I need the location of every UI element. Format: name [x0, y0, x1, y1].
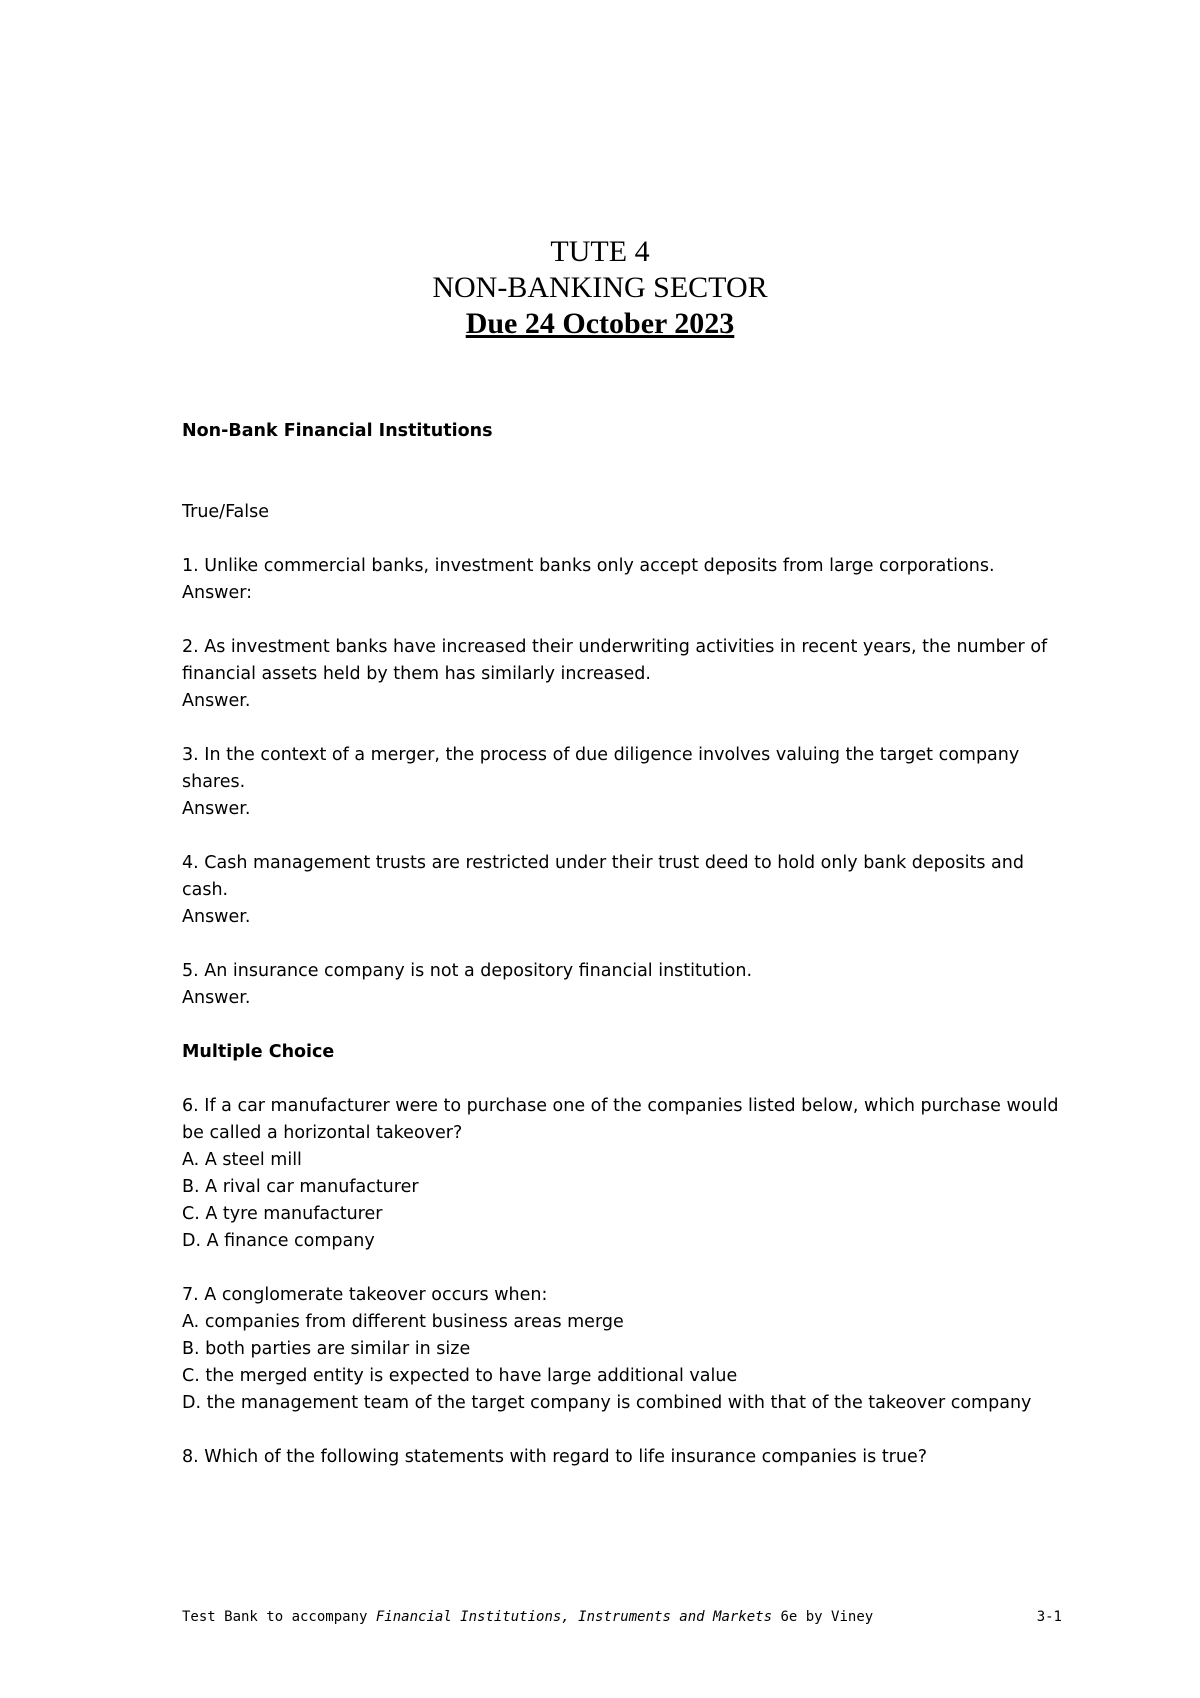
question-8	[182, 1444, 1062, 1471]
question-6	[182, 1093, 1062, 1255]
page-number: 3-1	[1036, 1609, 1062, 1625]
due-date: Due 24 October 2023	[465, 307, 735, 340]
option-d	[182, 1228, 1062, 1255]
question-text: An insurance company is not a depository financial institution.	[204, 961, 753, 981]
question-number: 4.	[182, 853, 199, 873]
option-b	[182, 1174, 1062, 1201]
multiple-choice-label: Multiple Choice	[182, 1042, 335, 1062]
option-letter: B.	[182, 1177, 200, 1197]
section-heading: Non-Bank Financial Institutions	[182, 421, 493, 441]
option-text: the merged entity is expected to have large additional value	[205, 1366, 738, 1386]
answer-label: Answer.	[182, 988, 251, 1008]
answer-label: Answer.	[182, 691, 251, 711]
option-letter: B.	[182, 1339, 200, 1359]
question-5	[182, 958, 1062, 1012]
option-text: companies from different business areas merge	[204, 1312, 624, 1332]
question-text: Unlike commercial banks, investment banks only accept deposits from large corporations.	[204, 556, 995, 576]
option-b	[182, 1336, 1062, 1363]
footer-prefix: Test Bank to accompany	[182, 1609, 376, 1625]
question-number: 1.	[182, 556, 199, 576]
option-letter: A.	[182, 1150, 200, 1170]
footer-citation	[182, 1608, 873, 1626]
option-text: A finance company	[206, 1231, 375, 1251]
question-number: 3.	[182, 745, 199, 765]
question-7	[182, 1282, 1062, 1417]
question-number: 6.	[182, 1096, 199, 1116]
answer-label: Answer:	[182, 583, 253, 603]
option-letter: A.	[182, 1312, 200, 1332]
answer-label: Answer.	[182, 907, 251, 927]
question-text: Which of the following statements with regard to life insurance companies is true?	[204, 1447, 928, 1467]
question-number: 8.	[182, 1447, 199, 1467]
question-text: Cash management trusts are restricted under their trust deed to hold only bank deposits and cash.	[182, 853, 1024, 900]
option-text: A rival car manufacturer	[205, 1177, 419, 1197]
option-text: the management team of the target company is combined with that of the takeover company	[206, 1393, 1032, 1413]
document-body	[182, 418, 1062, 1498]
option-letter: D.	[182, 1231, 202, 1251]
page-footer	[182, 1608, 1062, 1626]
question-2	[182, 634, 1062, 715]
option-letter: C.	[182, 1204, 200, 1224]
option-text: both parties are similar in size	[205, 1339, 471, 1359]
question-number: 5.	[182, 961, 199, 981]
question-text: If a car manufacturer were to purchase one of the companies listed below, which purchase would be called a horizontal takeover?	[182, 1096, 1059, 1143]
question-number: 2.	[182, 637, 199, 657]
sector-title: NON-BANKING SECTOR	[432, 271, 768, 304]
option-letter: C.	[182, 1366, 200, 1386]
question-text: A conglomerate takeover occurs when:	[204, 1285, 548, 1305]
question-text: In the context of a merger, the process of due diligence involves valuing the target company shares.	[182, 745, 1020, 792]
question-4	[182, 850, 1062, 931]
option-a	[182, 1147, 1062, 1174]
question-3	[182, 742, 1062, 823]
answer-label: Answer.	[182, 799, 251, 819]
option-c	[182, 1363, 1062, 1390]
option-text: A steel mill	[204, 1150, 302, 1170]
option-text: A tyre manufacturer	[205, 1204, 383, 1224]
question-text: As investment banks have increased their underwriting activities in recent years, the number of financial assets held by them has similarly increased.	[182, 637, 1048, 684]
option-d	[182, 1390, 1062, 1417]
question-1	[182, 553, 1062, 607]
option-a	[182, 1309, 1062, 1336]
option-c	[182, 1201, 1062, 1228]
tute-title: TUTE 4	[550, 235, 650, 268]
true-false-label: True/False	[182, 502, 269, 522]
option-letter: D.	[182, 1393, 202, 1413]
question-number: 7.	[182, 1285, 199, 1305]
footer-book-title: Financial Institutions, Instruments and Markets	[375, 1609, 773, 1625]
footer-suffix: 6e by Viney	[772, 1609, 874, 1625]
document-title-block	[0, 234, 1200, 342]
